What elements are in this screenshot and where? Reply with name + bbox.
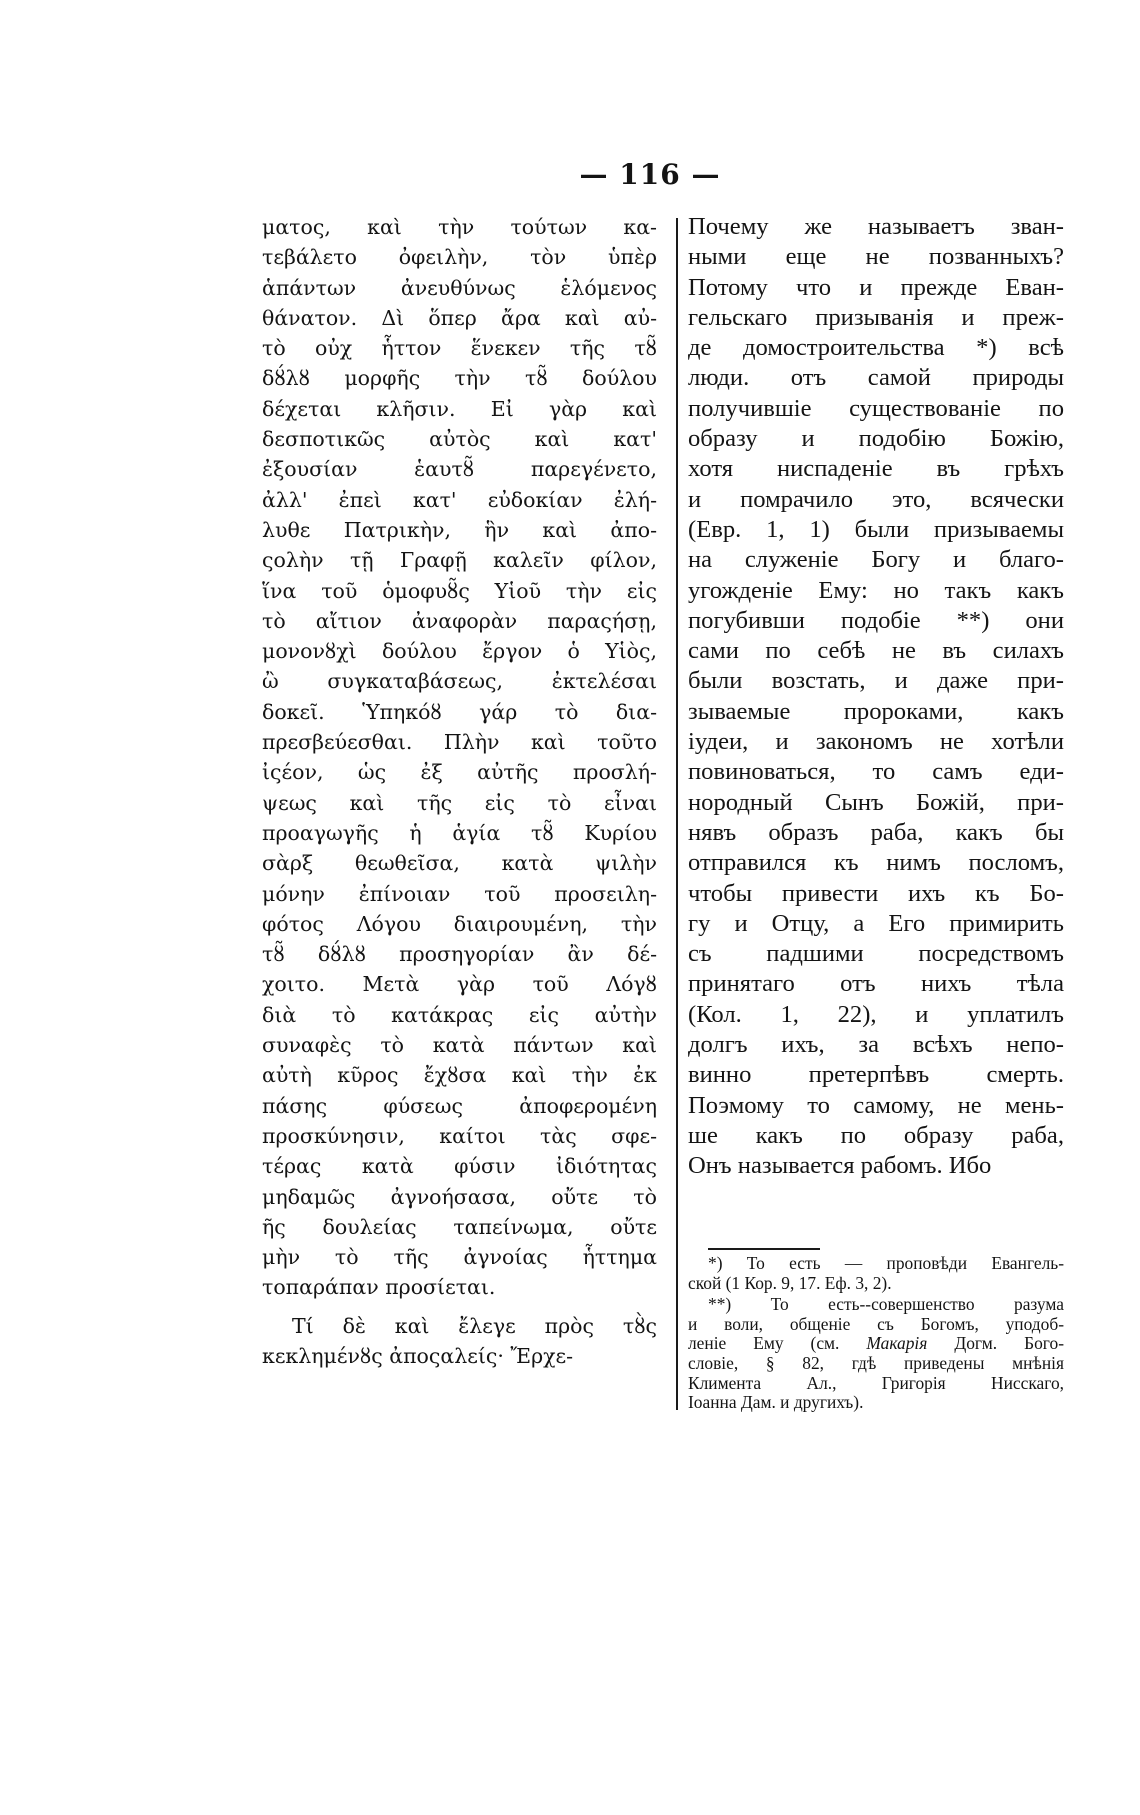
- footnote-2-line: **) То есть--совершенство разума: [708, 1294, 1064, 1315]
- greek-text-line: δȣ́λȣ μορφῆς τὴν τȣ̃ δούλου: [262, 366, 657, 391]
- greek-text-line: ἰςέον, ὡς ἐξ αὐτῆς προσλή-: [262, 760, 657, 785]
- footnote-2-text: леніе Ему (см.: [688, 1333, 867, 1354]
- greek-text-line: ἀλλ' ἐπεὶ κατ' εὐδοκίαν ἐλή-: [262, 487, 657, 512]
- footnote-rule: [708, 1248, 820, 1250]
- russian-text-line: были возстать, и даже при-: [688, 667, 1064, 695]
- greek-text-line: θάνατον. Δὶ ὅπερ ἄρα καὶ αὐ-: [262, 305, 657, 330]
- russian-text-line: іудеи, и закономъ не хотѣли: [688, 728, 1064, 756]
- footnote-1-line: *) То есть — проповѣди Евангель-: [708, 1253, 1064, 1273]
- greek-text-line: τὸ οὐχ ἧττον ἕνεκεν τῆς τȣ̃: [262, 336, 657, 361]
- greek-text-line: δοκεῖ. Ὑπηκόȣ γάρ τὸ δια-: [262, 699, 657, 724]
- greek-text-line: μόνην ἐπίνοιαν τοῦ προσειλη-: [262, 881, 657, 906]
- greek-text-line: ψεως καὶ τῆς εἰς τὸ εἶναι: [262, 790, 657, 815]
- russian-text-line: ными еще не позванныхъ?: [688, 243, 1064, 271]
- footnote-2-line: словіе, § 82, гдѣ приведены мнѣнія: [688, 1352, 1064, 1373]
- russian-text-line: Потому что и прежде Еван-: [688, 273, 1064, 301]
- greek-text-line: προσκύνησιν, καίτοι τὰς σφε-: [262, 1123, 657, 1148]
- greek-text-line: συναφὲς τὸ κατὰ πάντων καὶ: [262, 1033, 657, 1058]
- russian-text-line: на служеніе Богу и благо-: [688, 546, 1064, 574]
- footnote-2-line: Іоанна Дам. и другихъ).: [688, 1392, 864, 1413]
- russian-text-line: образу и подобію Божію,: [688, 425, 1064, 453]
- russian-text-line: принятаго отъ нихъ тѣла: [688, 970, 1064, 998]
- greek-text-line: λυθε Πατρικὴν, ἣν καὶ ἀπο-: [262, 517, 657, 542]
- russian-text-line: гу и Отцу, а Его примирить: [688, 909, 1064, 937]
- greek-column: [262, 212, 657, 1371]
- footnotes: [688, 1254, 1064, 1413]
- greek-text-line: τεβάλετο ὀφειλὴν, τὸν ὑπὲρ: [262, 245, 657, 270]
- greek-text-line: πρεσβεύεσθαι. Πλὴν καὶ τοῦτο: [262, 730, 657, 755]
- russian-text-line: погубивши подобіе **) они: [688, 606, 1064, 634]
- russian-text-line: люди. отъ самой природы: [688, 364, 1064, 392]
- greek-text-line: αὐτὴ κῦρος ἔχȣσα καὶ τὴν ἐκ: [262, 1063, 657, 1088]
- greek-text-line: πάσης φύσεως ἀποφερομένη: [262, 1093, 657, 1118]
- greek-text-line: φότος Λόγου διαιρουμένη, τὴν: [262, 911, 657, 936]
- greek-text-line: τὸ αἴτιον ἀναφορὰν παραςήσῃ,: [262, 608, 657, 633]
- russian-text-line: де домостроительства *) всѣ: [688, 334, 1064, 362]
- greek-text-line: ὢ συγκαταβάσεως, ἐκτελέσαι: [262, 669, 657, 694]
- russian-text-line: угожденіе Ему: но такъ какъ: [688, 576, 1064, 604]
- greek-text-line: ῆς δουλείας ταπείνωμα, οὔτε: [262, 1214, 657, 1239]
- russian-text-line: винно претерпѣвъ смерть.: [688, 1061, 1064, 1089]
- paragraph-gap: [262, 1303, 657, 1311]
- russian-column: [688, 212, 1064, 1182]
- footnote-2-line: [688, 1334, 1064, 1354]
- russian-text-line: нородный Сынъ Божій, при-: [688, 788, 1064, 816]
- greek-text-line: δεσποτικῶς αὐτὸς καὶ κατ': [262, 427, 657, 452]
- greek-text-line: χοιτο. Μετὰ γὰρ τοῦ Λόγȣ: [262, 972, 657, 997]
- russian-text-line: получившіе существованіе по: [688, 394, 1064, 422]
- greek-text-line: τȣ̃ δȣ́λȣ προσηγορίαν ἂν δέ-: [262, 942, 657, 967]
- russian-text-line: Почему же называетъ зван-: [688, 213, 1064, 240]
- greek-text-line: μονονȣχὶ δούλου ἔργον ὁ Υἱὸς,: [262, 639, 657, 664]
- greek-text-line: προαγωγῆς ἡ ἁγία τȣ̃ Κυρίου: [262, 820, 657, 845]
- russian-text-line: хотя ниспаденіе въ грѣхъ: [688, 455, 1064, 483]
- greek-text-line: σὰρξ θεωθεῖσα, κατὰ ψιλὴν: [262, 851, 657, 876]
- greek-text-line: Τί δὲ καὶ ἔλεγε πρὸς τȣ̀ς: [292, 1313, 657, 1338]
- footnote-2-line: и воли, общеніе съ Богомъ, уподоб-: [688, 1313, 1064, 1334]
- russian-text-line: отправился къ нимъ посломъ,: [688, 849, 1064, 877]
- russian-text-line: Онъ называется рабомъ. Ибо: [688, 1152, 992, 1180]
- greek-text-line: ματος, καὶ τὴν τούτων κα-: [262, 215, 657, 239]
- russian-text-line: гельскаго призыванія и преж-: [688, 303, 1064, 331]
- greek-text-line: τοπαράπαν προσίεται.: [262, 1275, 496, 1300]
- russian-text-line: долгъ ихъ, за всѣхъ непо-: [688, 1031, 1064, 1059]
- russian-text-line: съ падшими посредствомъ: [688, 940, 1064, 968]
- page-number: — 116 —: [579, 158, 721, 191]
- footnote-2-text: Догм. Бого-: [927, 1333, 1064, 1354]
- column-divider: [676, 218, 678, 1410]
- greek-text-line: ἁπάντων ἀνευθύνως ἑλόμενος: [262, 275, 657, 300]
- russian-text-line: ше какъ по образу раба,: [688, 1121, 1064, 1149]
- russian-text-line: и помрачило это, всячески: [688, 485, 1064, 513]
- footnote-2-author: Макарія: [866, 1333, 928, 1354]
- greek-text-line: μηδαμῶς ἀγνοήσασα, οὔτε τὸ: [262, 1184, 657, 1209]
- footnote-2-line: Климента Ал., Григорія Нисскаго,: [688, 1372, 1064, 1393]
- greek-text-line: ἐξουσίαν ἑαυτȣ̃ παρεγένετο,: [262, 457, 657, 482]
- russian-text-line: (Кол. 1, 22), и уплатилъ: [688, 1000, 1064, 1028]
- russian-text-line: Поэмому то самому, не мень-: [688, 1091, 1064, 1119]
- footnote-1-line: ской (1 Кор. 9, 17. Еф. 3, 2).: [688, 1272, 892, 1293]
- russian-text-line: (Евр. 1, 1) были призываемы: [688, 515, 1064, 543]
- russian-text-line: нявъ образъ раба, какъ бы: [688, 818, 1064, 846]
- russian-text-line: зываемые пророками, какъ: [688, 697, 1064, 725]
- greek-text-line: δέχεται κλῆσιν. Εἰ γὰρ καὶ: [262, 396, 657, 421]
- russian-text-line: повиноваться, то самъ еди-: [688, 758, 1064, 786]
- greek-text-line: διὰ τὸ κατάκρας εἰς αὐτὴν: [262, 1002, 657, 1027]
- greek-text-line: τέρας κατὰ φύσιν ἰδιότητας: [262, 1154, 657, 1179]
- greek-text-line: ἵνα τοῦ ὁμοφυȣ̃ς Υἱοῦ τὴν εἰς: [262, 578, 657, 603]
- russian-text-line: чтобы привести ихъ къ Бо-: [688, 879, 1064, 907]
- greek-text-line: μὴν τὸ τῆς ἀγνοίας ἧττημα: [262, 1245, 657, 1270]
- greek-text-line: κεκλημένȣς ἀποςαλείς· Ἔρχε-: [262, 1343, 574, 1368]
- russian-text-line: сами по себѣ не въ силахъ: [688, 637, 1064, 665]
- greek-text-line: ςολὴν τῇ Γραφῇ καλεῖν φίλον,: [262, 548, 657, 573]
